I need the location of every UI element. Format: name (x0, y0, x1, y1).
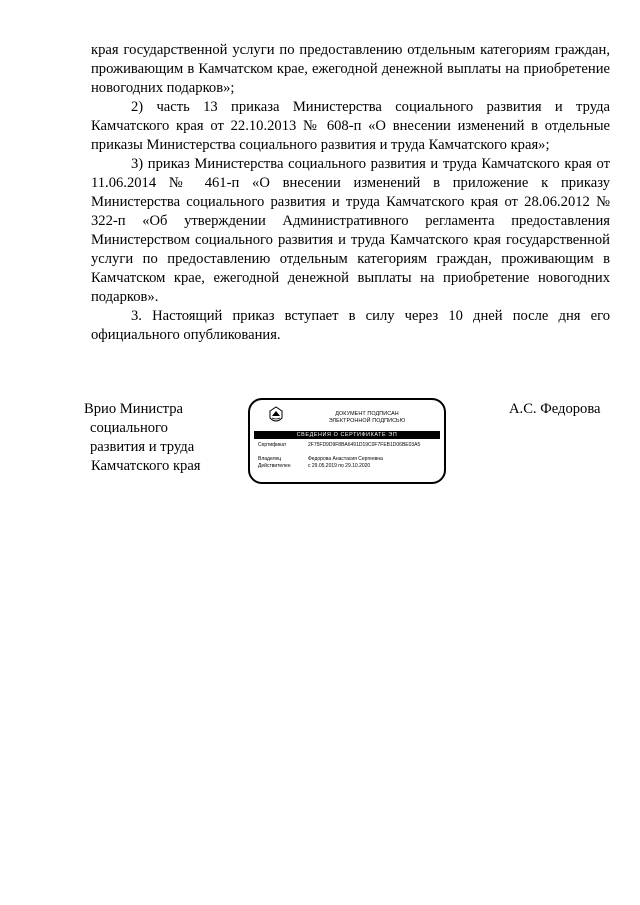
stamp-certificate-value: 2F75FD9D9F8BA6491D19C0F7FEB1D06BE03A5 (308, 442, 421, 448)
paragraph-continuation: края государственной услуги по предоставлению отдельным категориям граждан, проживающим в Камчатском крае, ежегодной денежной выплаты на приобретение новогодних подарков»; (91, 42, 610, 96)
stamp-certificate-bar: СВЕДЕНИЯ О СЕРТИФИКАТЕ ЭП (254, 431, 440, 439)
electronic-signature-stamp (248, 398, 446, 484)
stamp-owner-label: Владелец (258, 456, 282, 462)
signer-position-line: Врио Министра (84, 401, 183, 417)
stamp-header-line: ЭЛЕКТРОННОЙ ПОДПИСЬЮ (328, 417, 406, 424)
stamp-owner-value: Федорова Анастасия Сергеевна (308, 456, 383, 462)
paragraph-effective-date: 3. Настоящий приказ вступает в силу через 10 дней после дня его официального опубликования. (91, 308, 610, 343)
signer-name: А.С. Федорова (509, 401, 601, 417)
stamp-header-line: ДОКУМЕНТ ПОДПИСАН (335, 411, 399, 417)
paragraph-item-2: 2) часть 13 приказа Министерства социального развития и труда Камчатского края от 22.10.2013 № 608-п «О внесении изменений в отдельные приказы Министерства социального развития и труда Камчатского края»; (91, 99, 610, 153)
stamp-header (312, 411, 422, 424)
signer-position-line: развития и труда (90, 439, 195, 455)
signer-position (84, 400, 224, 476)
signer-position-line: Камчатского края (91, 458, 201, 474)
coat-of-arms-icon (268, 405, 284, 425)
signer-position-line: социального (90, 420, 168, 436)
stamp-validity-label: Действителен (258, 463, 291, 469)
document-body (91, 41, 610, 345)
stamp-validity-value: с 29.05.2019 по 29.10.2020 (308, 463, 371, 469)
stamp-certificate-label: Сертификат (258, 442, 287, 448)
paragraph-item-3: 3) приказ Министерства социального развития и труда Камчатского края от 11.06.2014 № 461-п «О внесении изменений в приложение к приказу Министерства социального развития и труда Камчатского края от 28.06.2012 № 322-п «Об утверждении Административного регламента предоставления Министерством социального развития и труда Камчатского края государственной услуги по предоставлению отдельным категориям граждан, проживающим в Камчатском крае, ежегодной денежной выплаты на приобретение новогодних подарков». (91, 156, 610, 305)
